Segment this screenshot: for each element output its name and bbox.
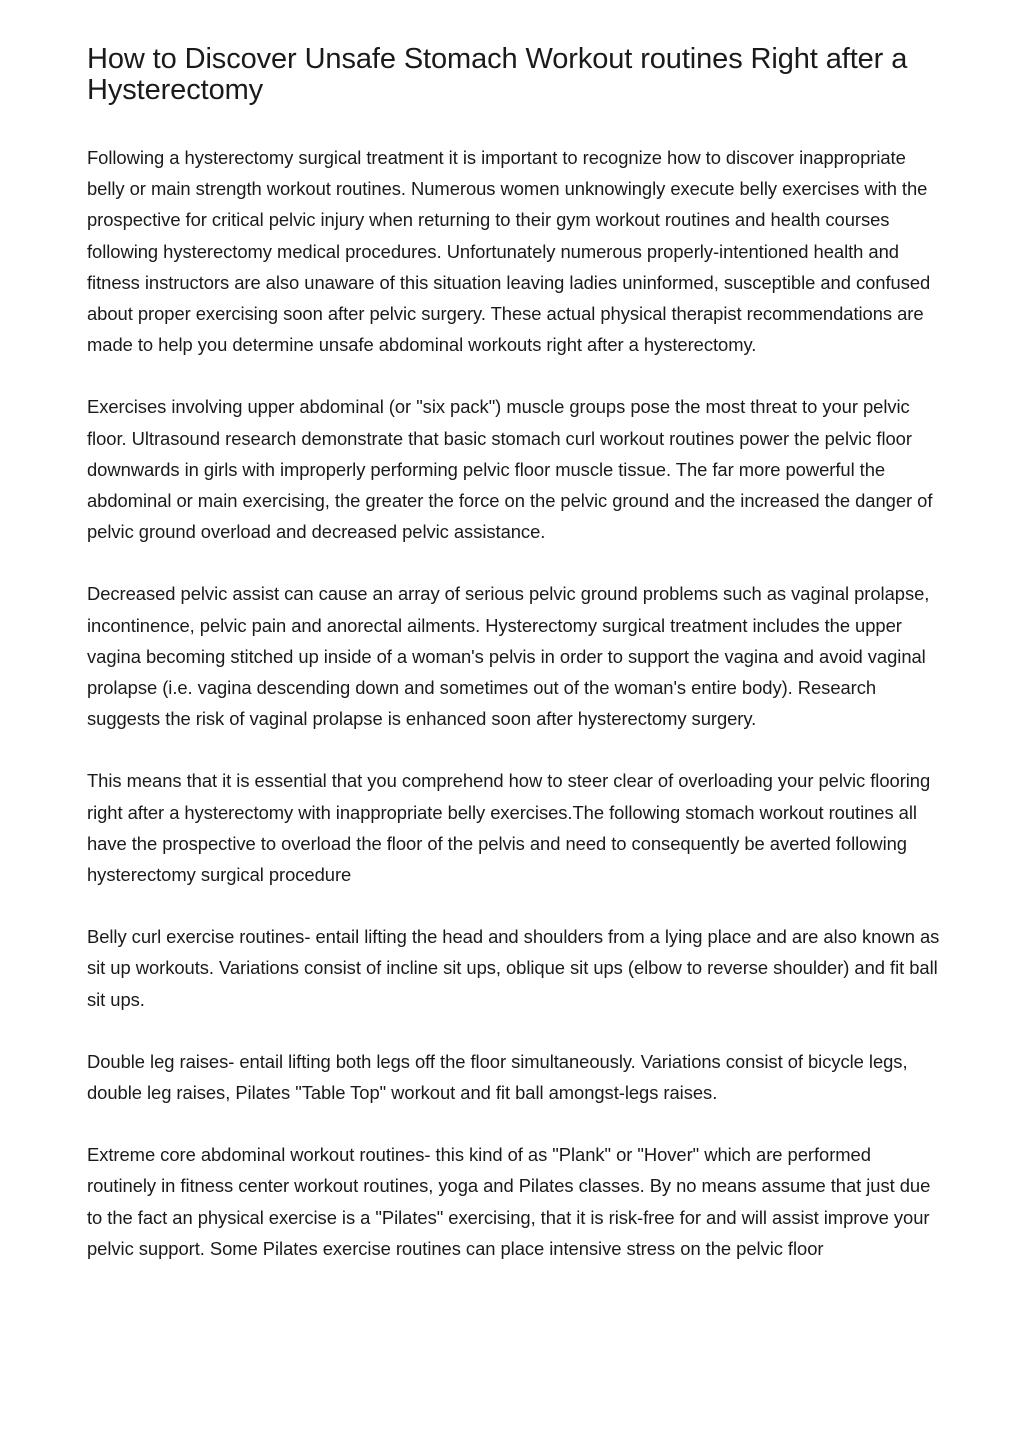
paragraph-belly-curl: Belly curl exercise routines- entail lifting the head and shoulders from a lying place and are also known as sit up workouts. Variations consist of incline sit ups, oblique sit ups (elbow to reverse shoulder) and fit ball sit ups. [87, 926, 940, 1010]
page-title: How to Discover Unsafe Stomach Workout routines Right after a Hysterectomy [87, 43, 908, 106]
paragraph-upper-abdominal: Exercises involving upper abdominal (or "six pack") muscle groups pose the most threat to your pelvic floor. Ultrasound research demonstrate that basic stomach curl workout routines power the pelvic floor downwards in girls with improperly performing pelvic floor muscle tissue. The far more powerful the abdominal or main exercising, the greater the force on the pelvic ground and the increased the danger of pelvic ground overload and decreased pelvic assistance. [87, 396, 933, 543]
paragraph-pelvic-support: Decreased pelvic assist can cause an array of serious pelvic ground problems such as vaginal prolapse, incontinence, pelvic pain and anorectal ailments. Hysterectomy surgical treatment includes the upper vagina becoming stitched up inside of a woman's pelvis in order to support the vagina and avoid vaginal prolapse (i.e. vagina descending down and sometimes out of the woman's entire body). Research suggests the risk of vaginal prolapse is enhanced soon after hysterectomy surgery. [87, 583, 930, 730]
paragraph-double-leg-raises: Double leg raises- entail lifting both legs off the floor simultaneously. Variations consist of bicycle legs, double leg raises, Pilates "Table Top" workout and fit ball amongst-legs raises. [87, 1050, 908, 1104]
paragraph-intro: Following a hysterectomy surgical treatment it is important to recognize how to discover inappropriate belly or main strength workout routines. Numerous women unknowingly execute belly exercises with the prospective for critical pelvic injury when returning to their gym workout routines and health courses following hysterectomy medical procedures. Unfortunately numerous properly-intentioned health and fitness instructors are also unaware of this situation leaving ladies uninformed, susceptible and confused about proper exercising soon after pelvic surgery. These actual physical therapist recommendations are made to help you determine unsafe abdominal workouts right after a hysterectomy. [87, 147, 931, 356]
paragraph-overloading: This means that it is essential that you comprehend how to steer clear of overloading your pelvic flooring right after a hysterectomy with inappropriate belly exercises.The following stomach workout routines all have the prospective to overload the floor of the pelvis and need to consequently be averted following hysterectomy surgical procedure [87, 770, 931, 886]
paragraph-extreme-core: Extreme core abdominal workout routines- this kind of as "Plank" or "Hover" which are performed routinely in fitness center workout routines, yoga and Pilates classes. By no means assume that just due to the fact an physical exercise is a "Pilates" exercising, that it is risk-free for and will assist improve your pelvic support. Some Pilates exercise routines can place intensive stress on the pelvic floor [87, 1144, 931, 1259]
document-page [87, 44, 943, 1295]
